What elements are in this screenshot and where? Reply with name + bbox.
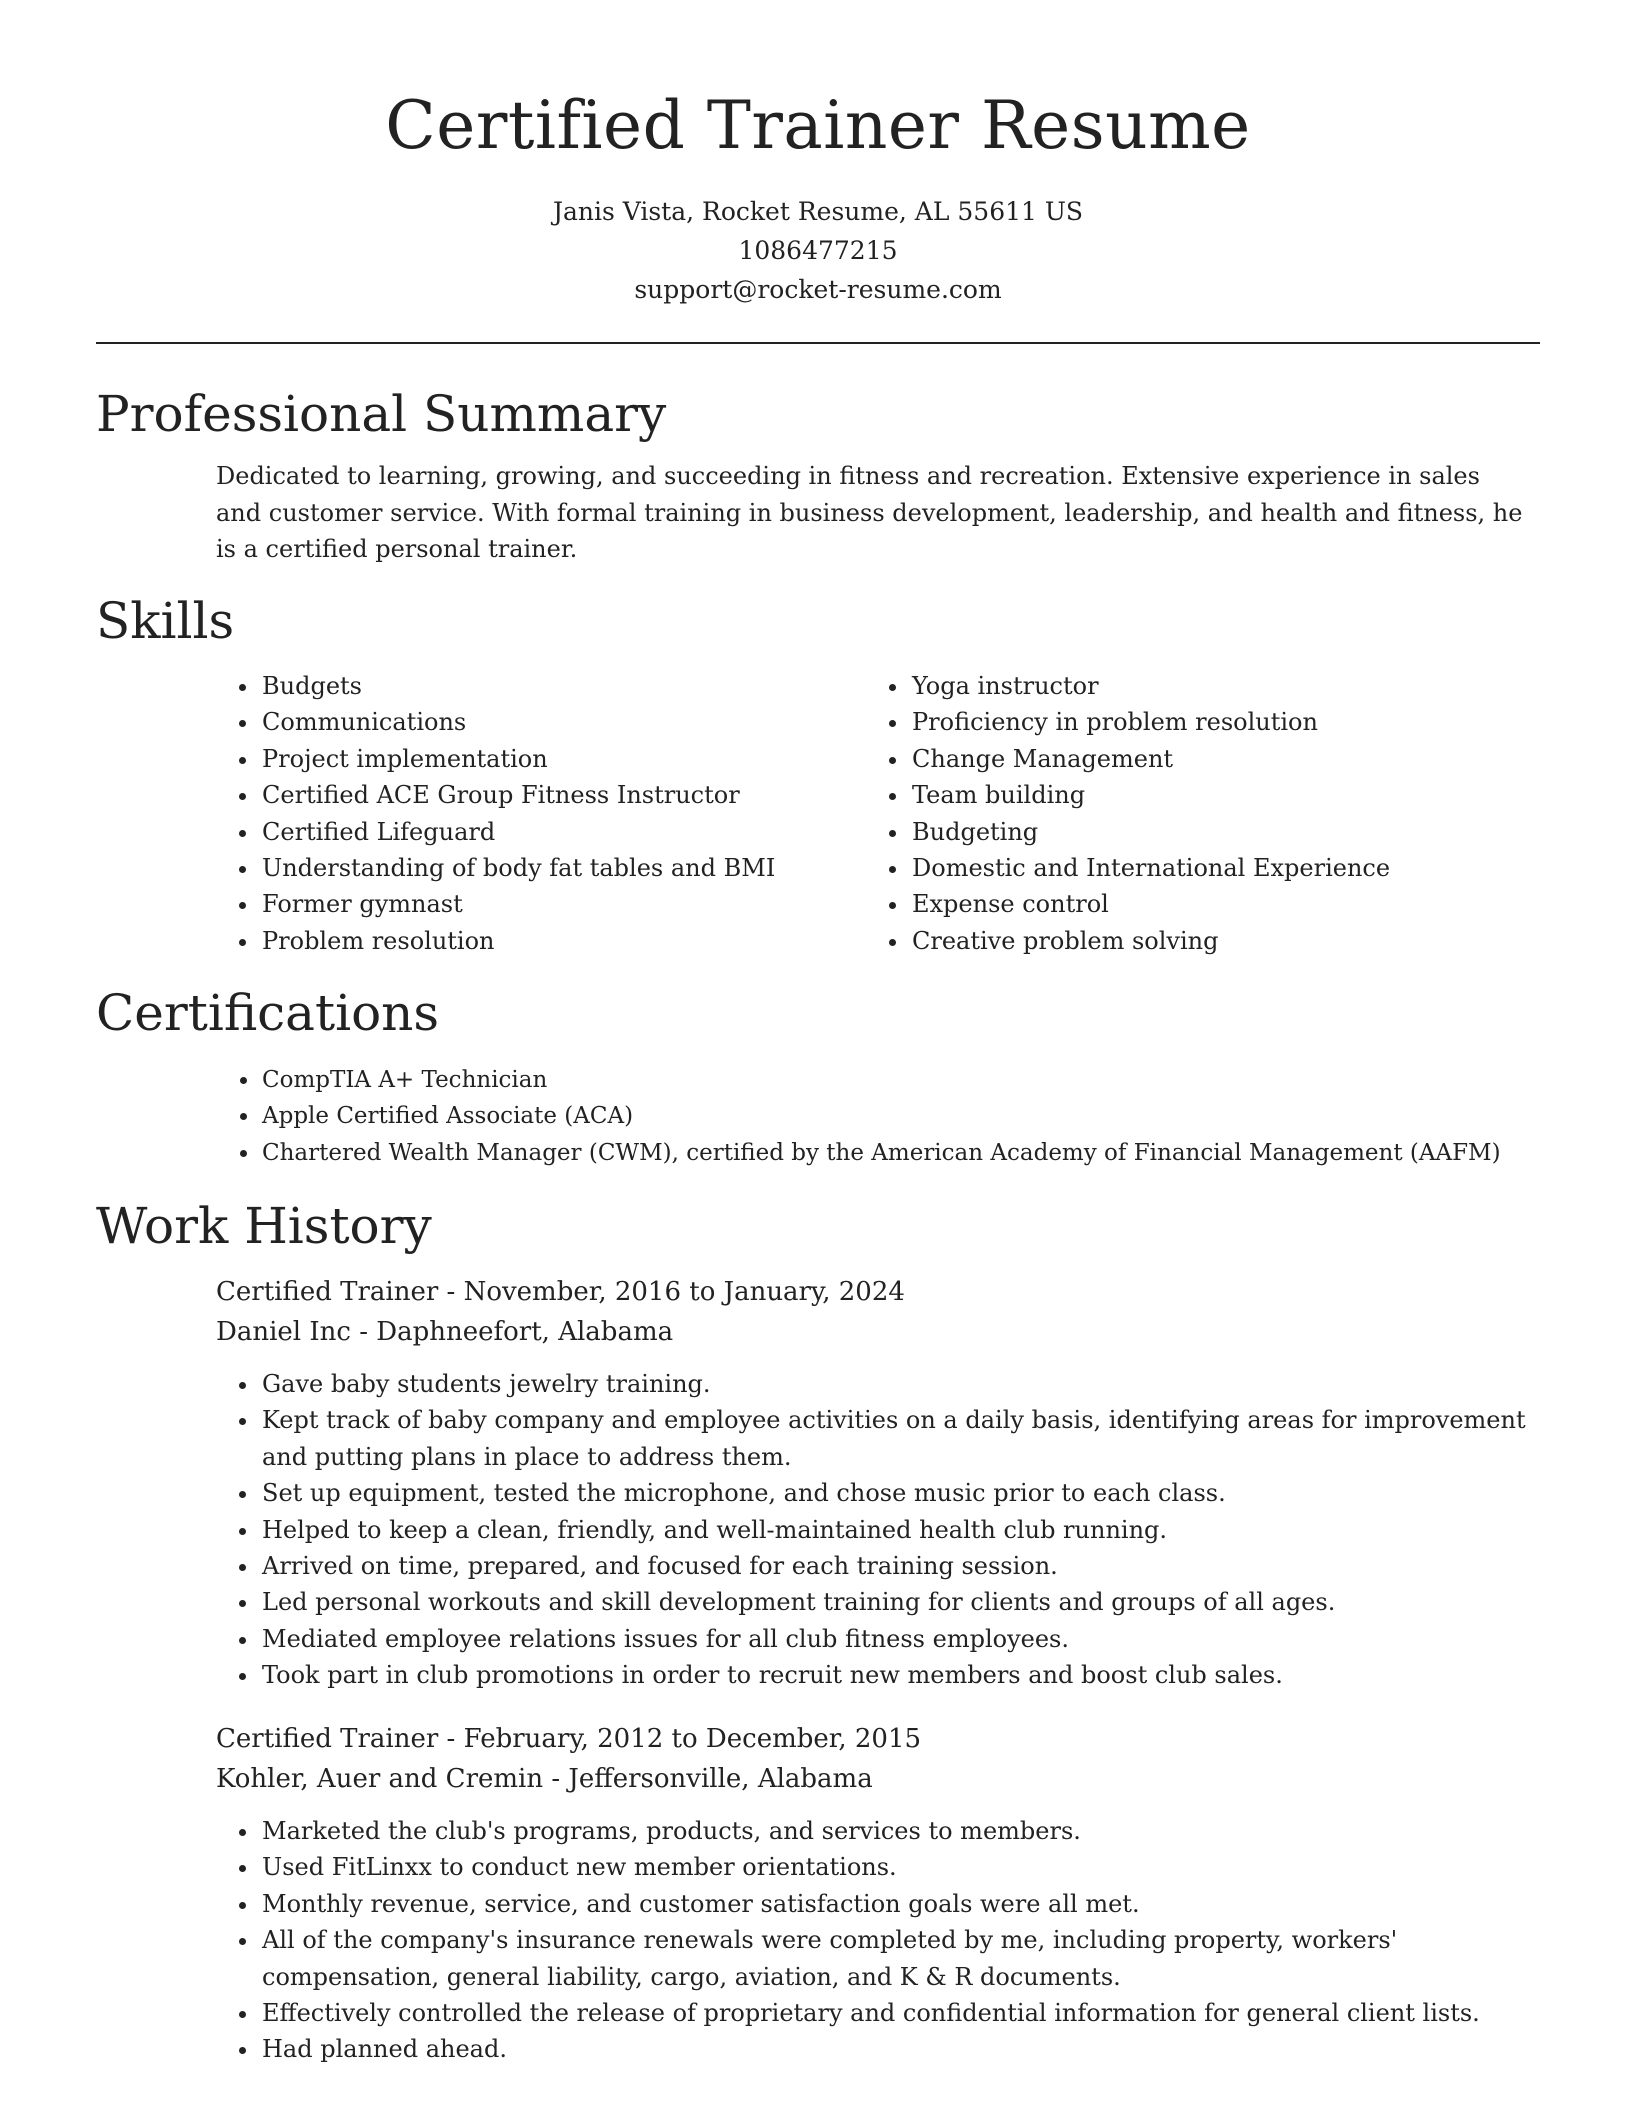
contact-email: support@rocket-resume.com: [634, 275, 1002, 304]
skills-list-left: [216, 668, 860, 959]
list-item: • Certified ACE Group Fitness Instructor: [260, 777, 860, 813]
list-item: • Problem resolution: [260, 923, 860, 959]
list-item: • Expense control: [910, 886, 1570, 922]
job-2-title-line: [216, 1719, 921, 1759]
contact-address: Janis Vista, Rocket Resume, AL 55611 US: [552, 197, 1084, 226]
list-item: • Change Management: [910, 741, 1570, 777]
list-item: • Led personal workouts and skill development training for clients and groups of all ages.: [260, 1584, 1570, 1620]
job-1-dates: - November, 2016 to January, 2024: [438, 1277, 905, 1307]
list-item: • Budgeting: [910, 814, 1570, 850]
certifications-list: [216, 1062, 1584, 1171]
job-2-bullets: [216, 1813, 1570, 2068]
list-item: • Helped to keep a clean, friendly, and well-maintained health club running.: [260, 1512, 1570, 1548]
contact-phone: 1086477215: [738, 236, 898, 265]
job-1-title: Certified Trainer: [216, 1277, 439, 1307]
list-item: • Former gymnast: [260, 886, 860, 922]
job-1-location: - Daphneefort, Alabama: [350, 1317, 674, 1347]
list-item: • Effectively controlled the release of proprietary and confidential information for general client lists.: [260, 1995, 1570, 2031]
job-2-company-line: [216, 1759, 873, 1799]
header-divider: [96, 342, 1540, 344]
section-heading-work-history: Work History: [96, 1197, 432, 1255]
list-item: • Understanding of body fat tables and BMI: [260, 850, 860, 886]
list-item: • Kept track of baby company and employee activities on a daily basis, identifying areas for improvement and putting plans in place to address them.: [260, 1402, 1570, 1475]
list-item: • Project implementation: [260, 741, 860, 777]
job-2-title: Certified Trainer: [216, 1724, 439, 1754]
job-1-company: Daniel Inc: [216, 1317, 351, 1347]
list-item: • Creative problem solving: [910, 923, 1570, 959]
resume-title: Certified Trainer Resume: [385, 87, 1251, 164]
list-item: • Monthly revenue, service, and customer satisfaction goals were all met.: [260, 1886, 1570, 1922]
job-1-bullets: [216, 1366, 1570, 1694]
job-1-company-line: [216, 1312, 673, 1352]
list-item: • Apple Certified Associate (ACA): [260, 1098, 1584, 1134]
list-item: • Team building: [910, 777, 1570, 813]
list-item: • Arrived on time, prepared, and focused for each training session.: [260, 1548, 1570, 1584]
list-item: • All of the company's insurance renewals were completed by me, including property, workers' compensation, general liability, cargo, aviation, and K & R documents.: [260, 1922, 1570, 1995]
job-1-title-line: [216, 1272, 905, 1312]
list-item: • Had planned ahead.: [260, 2031, 1570, 2067]
list-item: • Chartered Wealth Manager (CWM), certified by the American Academy of Financial Management (AAFM): [260, 1135, 1584, 1171]
job-2-company: Kohler, Auer and Cremin: [216, 1764, 544, 1794]
list-item: • CompTIA A+ Technician: [260, 1062, 1584, 1098]
list-item: • Marketed the club's programs, products, and services to members.: [260, 1813, 1570, 1849]
list-item: • Mediated employee relations issues for all club fitness employees.: [260, 1621, 1570, 1657]
section-heading-certifications: Certifications: [96, 984, 440, 1042]
section-heading-skills: Skills: [96, 592, 235, 650]
section-heading-summary: Professional Summary: [96, 385, 667, 443]
contact-block: [96, 192, 1540, 309]
list-item: • Budgets: [260, 668, 860, 704]
list-item: • Took part in club promotions in order to recruit new members and boost club sales.: [260, 1657, 1570, 1693]
list-item: • Domestic and International Experience: [910, 850, 1570, 886]
list-item: • Used FitLinxx to conduct new member orientations.: [260, 1849, 1570, 1885]
job-2-dates: - February, 2012 to December, 2015: [438, 1724, 922, 1754]
list-item: • Set up equipment, tested the microphone, and chose music prior to each class.: [260, 1475, 1570, 1511]
list-item: • Proficiency in problem resolution: [910, 704, 1570, 740]
list-item: • Gave baby students jewelry training.: [260, 1366, 1570, 1402]
summary-text: Dedicated to learning, growing, and succeeding in fitness and recreation. Extensive experience in sales and customer service. With formal training in business development, leadership, and health and fitness, he is a certified personal trainer.: [216, 462, 1523, 563]
job-2-location: - Jeffersonville, Alabama: [543, 1764, 873, 1794]
list-item: • Certified Lifeguard: [260, 814, 860, 850]
skills-list-right: [866, 668, 1570, 959]
list-item: • Communications: [260, 704, 860, 740]
list-item: • Yoga instructor: [910, 668, 1570, 704]
